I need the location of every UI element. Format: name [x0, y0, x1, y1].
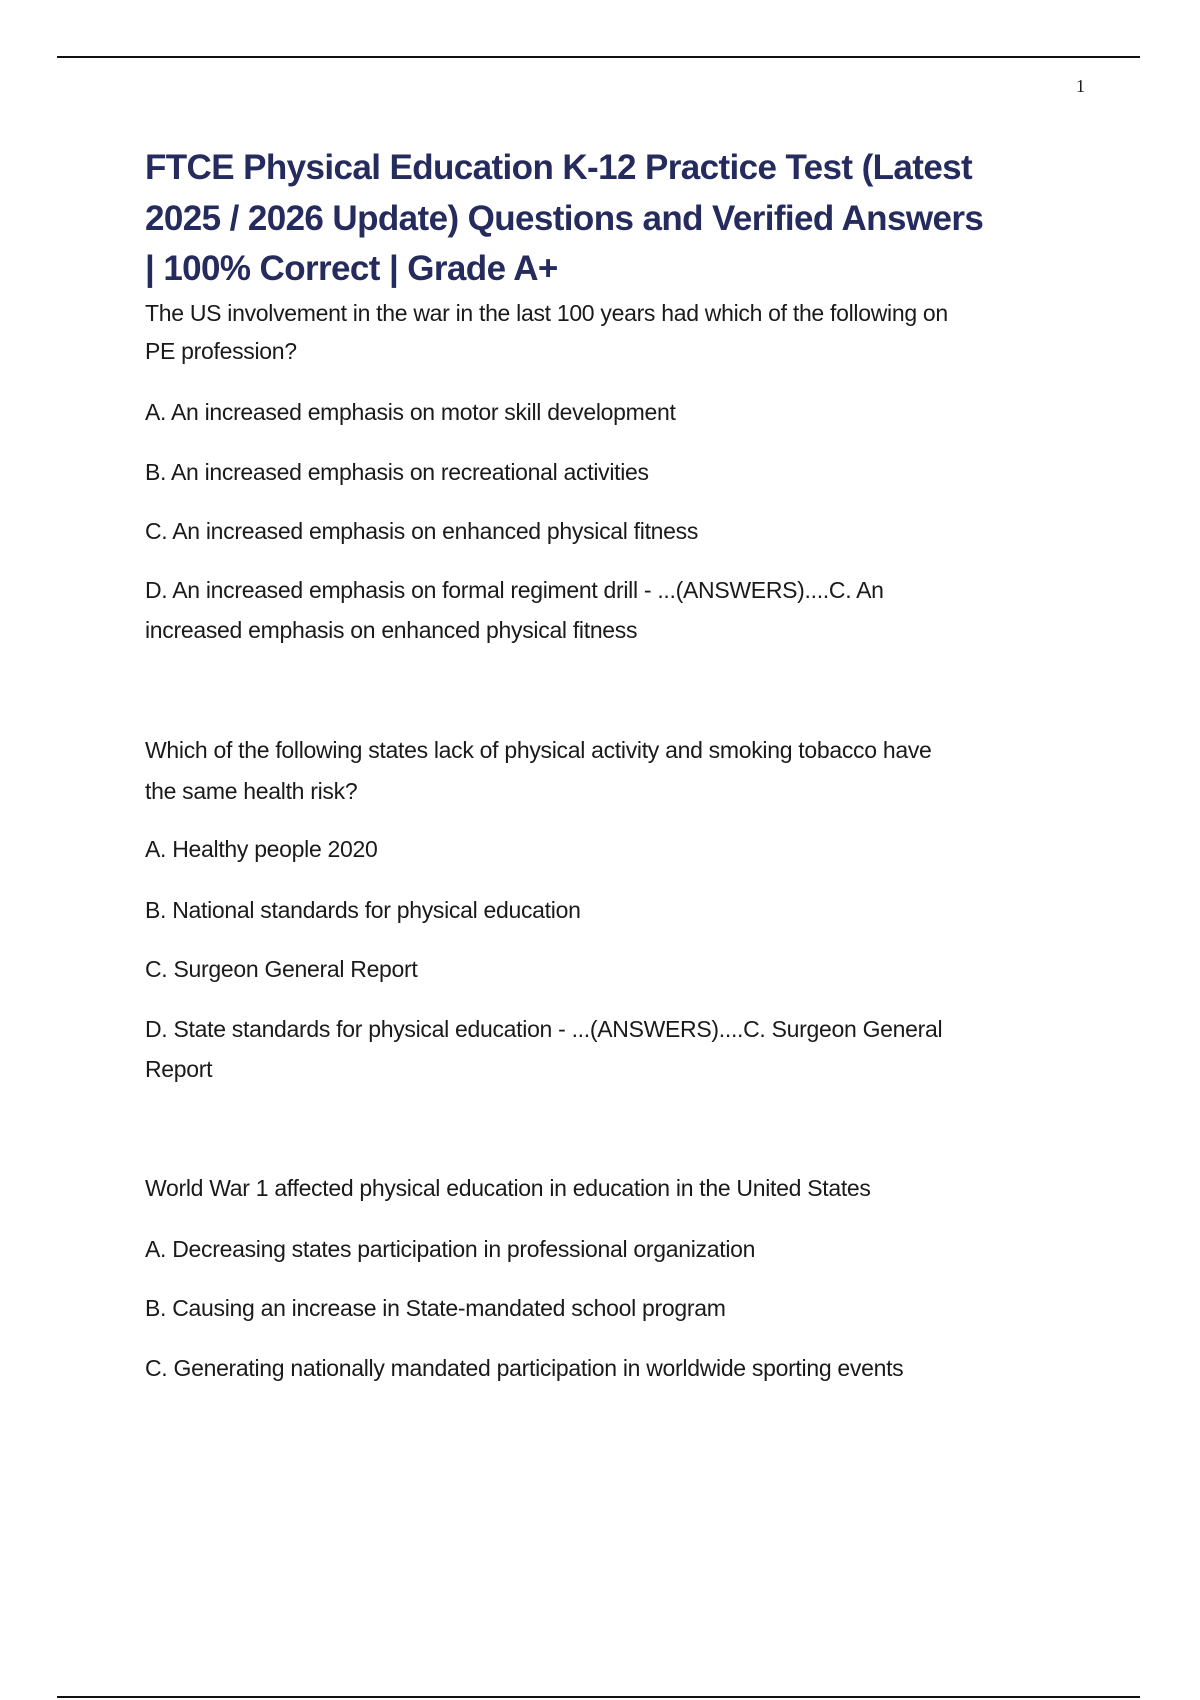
document-title-line: | 100% Correct | Grade A+	[145, 249, 558, 288]
answer-text: Report	[145, 1056, 213, 1082]
answer-option: A. An increased emphasis on motor skill development	[145, 399, 676, 425]
answer-option: C. An increased emphasis on enhanced physical fitness	[145, 518, 699, 544]
answer-option: C. Surgeon General Report	[145, 956, 418, 982]
answer-option: D. An increased emphasis on formal regiment drill - ...(ANSWERS)....C. An	[145, 577, 884, 603]
question-text: World War 1 affected physical education in education in the United States	[145, 1175, 871, 1201]
answer-option: A. Healthy people 2020	[145, 836, 378, 862]
footer-rule	[57, 1696, 1140, 1698]
header-rule	[57, 56, 1140, 58]
answer-option: D. State standards for physical education - ...(ANSWERS)....C. Surgeon General	[145, 1016, 943, 1042]
question-text: The US involvement in the war in the last 100 years had which of the following on	[145, 300, 948, 326]
question-text: Which of the following states lack of physical activity and smoking tobacco have	[145, 737, 932, 763]
document-title-line: 2025 / 2026 Update) Questions and Verified Answers	[145, 199, 984, 238]
question-text: the same health risk?	[145, 778, 358, 804]
answer-option: B. An increased emphasis on recreational activities	[145, 459, 649, 485]
page-number: 1	[1076, 76, 1085, 96]
answer-option: B. National standards for physical education	[145, 897, 581, 923]
question-text: PE profession?	[145, 338, 297, 364]
answer-option: C. Generating nationally mandated participation in worldwide sporting events	[145, 1355, 904, 1381]
answer-text: increased emphasis on enhanced physical fitness	[145, 617, 638, 643]
answer-option: A. Decreasing states participation in professional organization	[145, 1236, 756, 1262]
answer-option: B. Causing an increase in State-mandated school program	[145, 1295, 726, 1321]
document-title-line: FTCE Physical Education K-12 Practice Test (Latest	[145, 148, 973, 187]
